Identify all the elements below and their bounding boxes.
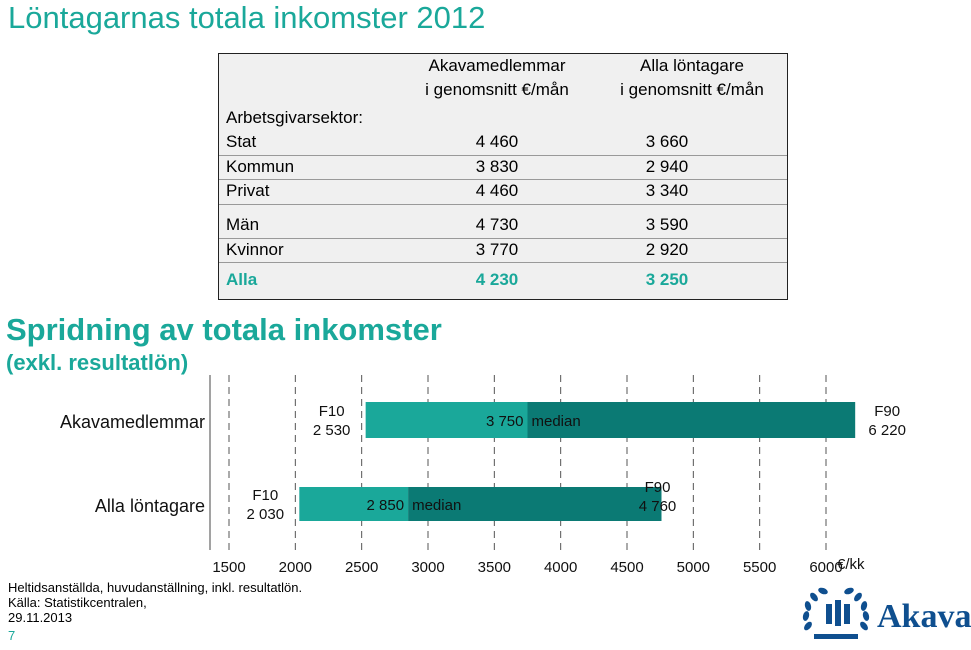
footer-note-1: Heltidsanställda, huvudanställning, inkl. resultatlön. [8, 580, 303, 595]
footer-note-3: 29.11.2013 [8, 610, 73, 625]
row-label-alla: Alla [226, 270, 258, 289]
cell-alla-alla: 3 250 [645, 270, 689, 289]
median-word-label: median [531, 413, 581, 430]
footer-note-2: Källa: Statistikcentralen, [8, 595, 147, 610]
cell-man-akava: 4 730 [475, 215, 519, 234]
f10-label: F10 [252, 487, 279, 504]
x-tick-label: 3000 [411, 559, 445, 576]
x-tick-label: 1500 [212, 559, 246, 576]
f90-label: F90 [644, 479, 671, 496]
x-tick-label: 2000 [278, 559, 313, 576]
f10-label: F10 [318, 403, 345, 420]
row-label-privat: Privat [226, 181, 270, 200]
slide-title: Löntagarnas totala inkomster 2012 [8, 0, 486, 35]
x-tick-label: 2500 [344, 559, 379, 576]
cell-kommun-akava: 3 830 [475, 157, 519, 176]
row-label-stat: Stat [226, 132, 257, 151]
category-label: Akavamedlemmar [59, 412, 205, 432]
f90-value-label: 4 760 [638, 498, 677, 515]
x-tick-label: 6000 [809, 559, 843, 576]
header-alla-line1: Alla löntagare [640, 56, 744, 75]
f90-value-label: 6 220 [868, 422, 906, 439]
row-label-man: Män [226, 215, 260, 234]
median-word-label: median [412, 497, 462, 514]
cell-kvinnor-akava: 3 770 [475, 240, 519, 259]
row-label-kommun: Kommun [226, 157, 295, 176]
x-tick-label: 3500 [477, 559, 512, 576]
cell-privat-akava: 4 460 [475, 181, 519, 200]
cell-stat-akava: 4 460 [475, 132, 519, 151]
unit-label: €/kk [837, 556, 865, 573]
median-value-label: 2 850 [366, 497, 405, 514]
row-label-kvinnor: Kvinnor [226, 240, 284, 259]
x-tick-label: 4000 [543, 559, 578, 576]
header-alla-line2: i genomsnitt €/mån [620, 80, 764, 99]
f90-label: F90 [874, 403, 901, 420]
akava-laurel-icon [800, 584, 872, 646]
category-label: Alla löntagare [94, 496, 205, 516]
f10-value-label: 2 030 [246, 506, 285, 523]
x-tick-label: 5500 [742, 559, 777, 576]
cell-kvinnor-alla: 2 920 [645, 240, 689, 259]
section-label: Arbetsgivarsektor: [226, 108, 363, 127]
cell-stat-alla: 3 660 [645, 132, 689, 151]
cell-kommun-alla: 2 940 [645, 157, 689, 176]
cell-man-alla: 3 590 [645, 215, 689, 234]
logo-text: Akava [877, 598, 971, 635]
cell-alla-akava: 4 230 [475, 270, 519, 289]
f10-value-label: 2 530 [312, 422, 351, 439]
x-tick-label: 5000 [676, 559, 711, 576]
chart-subtitle: (exkl. resultatlön) [6, 350, 189, 375]
chart-title: Spridning av totala inkomster [6, 312, 442, 347]
cell-privat-alla: 3 340 [645, 181, 689, 200]
header-akava-line2: i genomsnitt €/mån [425, 80, 569, 99]
header-akava-line1: Akavamedlemmar [428, 56, 566, 75]
page-number: 7 [8, 628, 16, 643]
median-value-label: 3 750 [485, 413, 524, 430]
x-tick-label: 4500 [610, 559, 644, 576]
